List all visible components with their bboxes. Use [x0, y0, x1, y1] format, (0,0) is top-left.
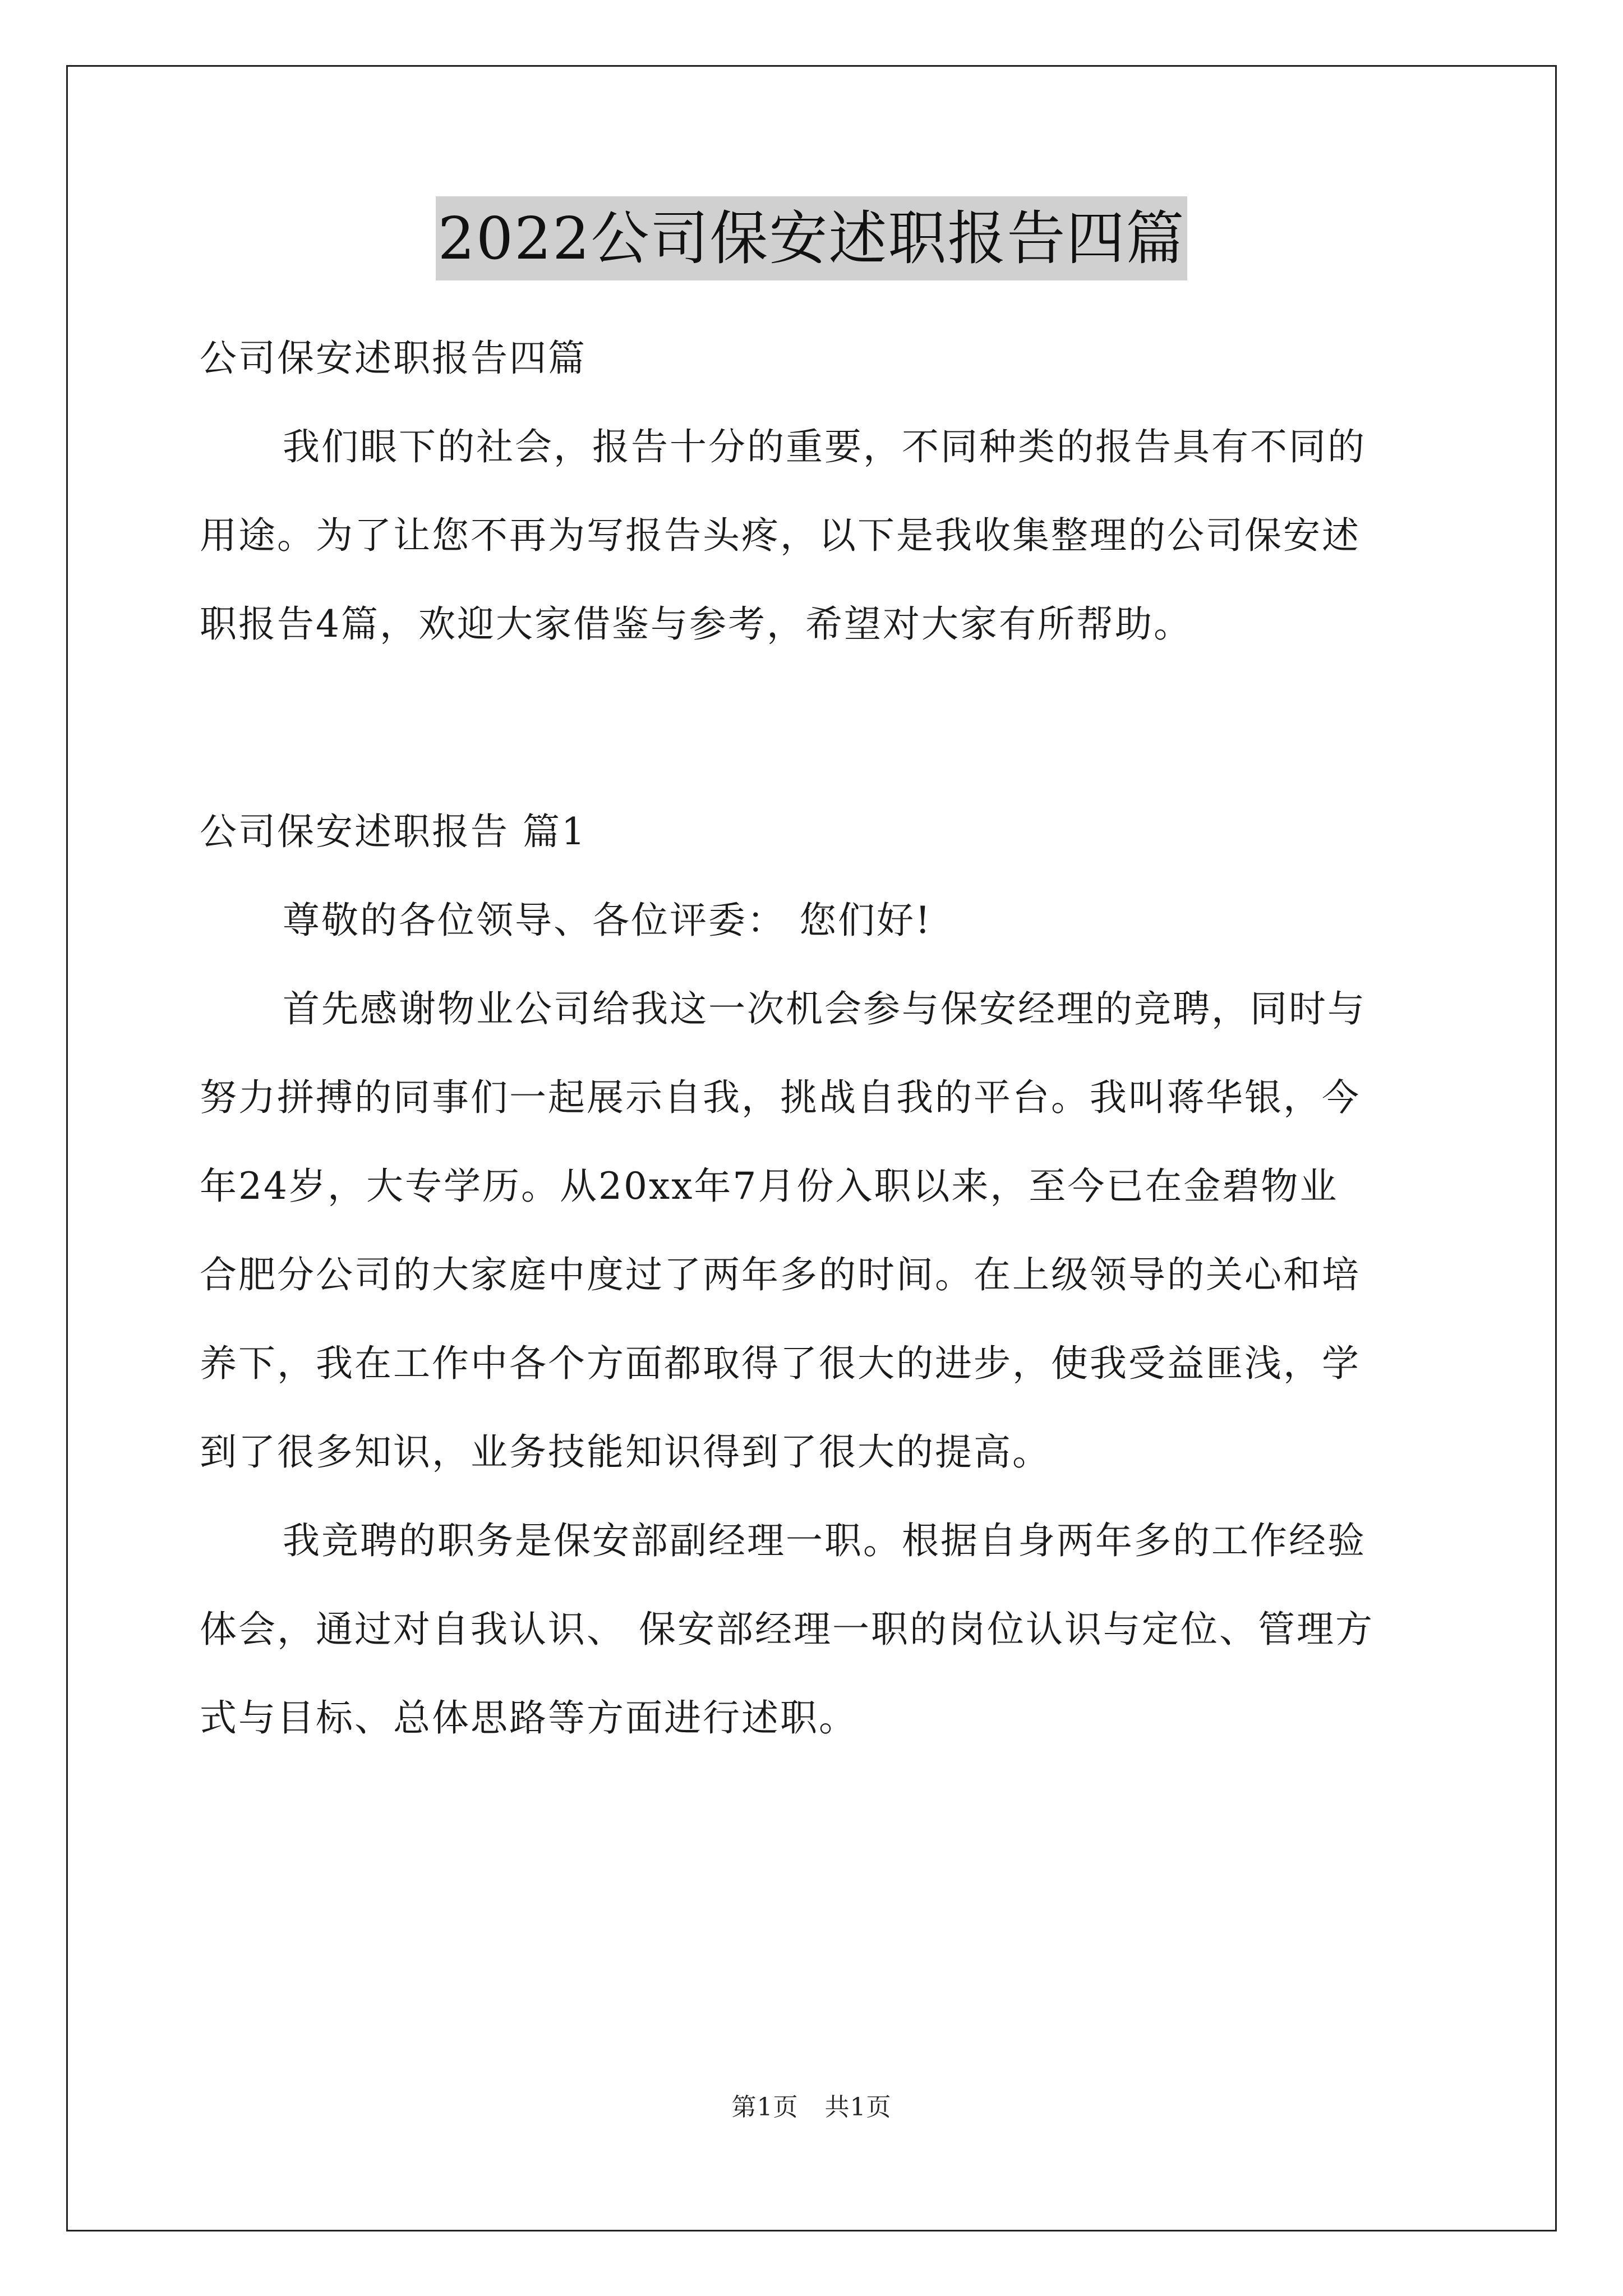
paragraph-line: 养下，我在工作中各个方面都取得了很大的进步，使我受益匪浅，学 [200, 1342, 1361, 1385]
page-footer [0, 2087, 1623, 2123]
paragraph-line: 努力拼搏的同事们一起展示自我，挑战自我的平台。我叫蒋华银，今 [200, 1076, 1361, 1119]
document-body [200, 314, 1428, 1763]
intro-line: 职报告4篇，欢迎大家借鉴与参考，希望对大家有所帮助。 [200, 602, 1192, 646]
paragraph-line: 式与目标、总体思路等方面进行述职。 [200, 1696, 857, 1740]
intro-line: 用途。为了让您不再为写报告头疼，以下是我收集整理的公司保安述 [200, 514, 1361, 557]
page-number: 第1页 [731, 2093, 799, 2122]
title-container [0, 196, 1623, 280]
page-total: 共1页 [824, 2093, 892, 2122]
section-spacer [200, 669, 1428, 788]
document-title: 2022公司保安述职报告四篇 [436, 196, 1188, 280]
paragraph-line: 我竞聘的职务是保安部副经理一职。根据自身两年多的工作经验 [283, 1519, 1366, 1562]
paragraph-line: 体会，通过对自我认识、 保安部经理一职的岗位认识与定位、管理方 [200, 1608, 1374, 1651]
paragraph-line: 首先感谢物业公司给我这一次机会参与保安经理的竞聘，同时与 [283, 987, 1366, 1030]
greeting-line: 尊敬的各位领导、各位评委： 您们好! [283, 899, 932, 942]
section-heading: 公司保安述职报告 篇1 [200, 810, 587, 853]
document-subtitle: 公司保安述职报告四篇 [200, 337, 587, 380]
paragraph-line: 合肥分公司的大家庭中度过了两年多的时间。在上级领导的关心和培 [200, 1253, 1361, 1296]
paragraph-line: 年24岁，大专学历。从20xx年7月份入职以来，至今已在金碧物业 [200, 1165, 1339, 1208]
intro-line: 我们眼下的社会，报告十分的重要，不同种类的报告具有不同的 [283, 425, 1366, 468]
paragraph-line: 到了很多知识，业务技能知识得到了很大的提高。 [200, 1430, 1051, 1474]
